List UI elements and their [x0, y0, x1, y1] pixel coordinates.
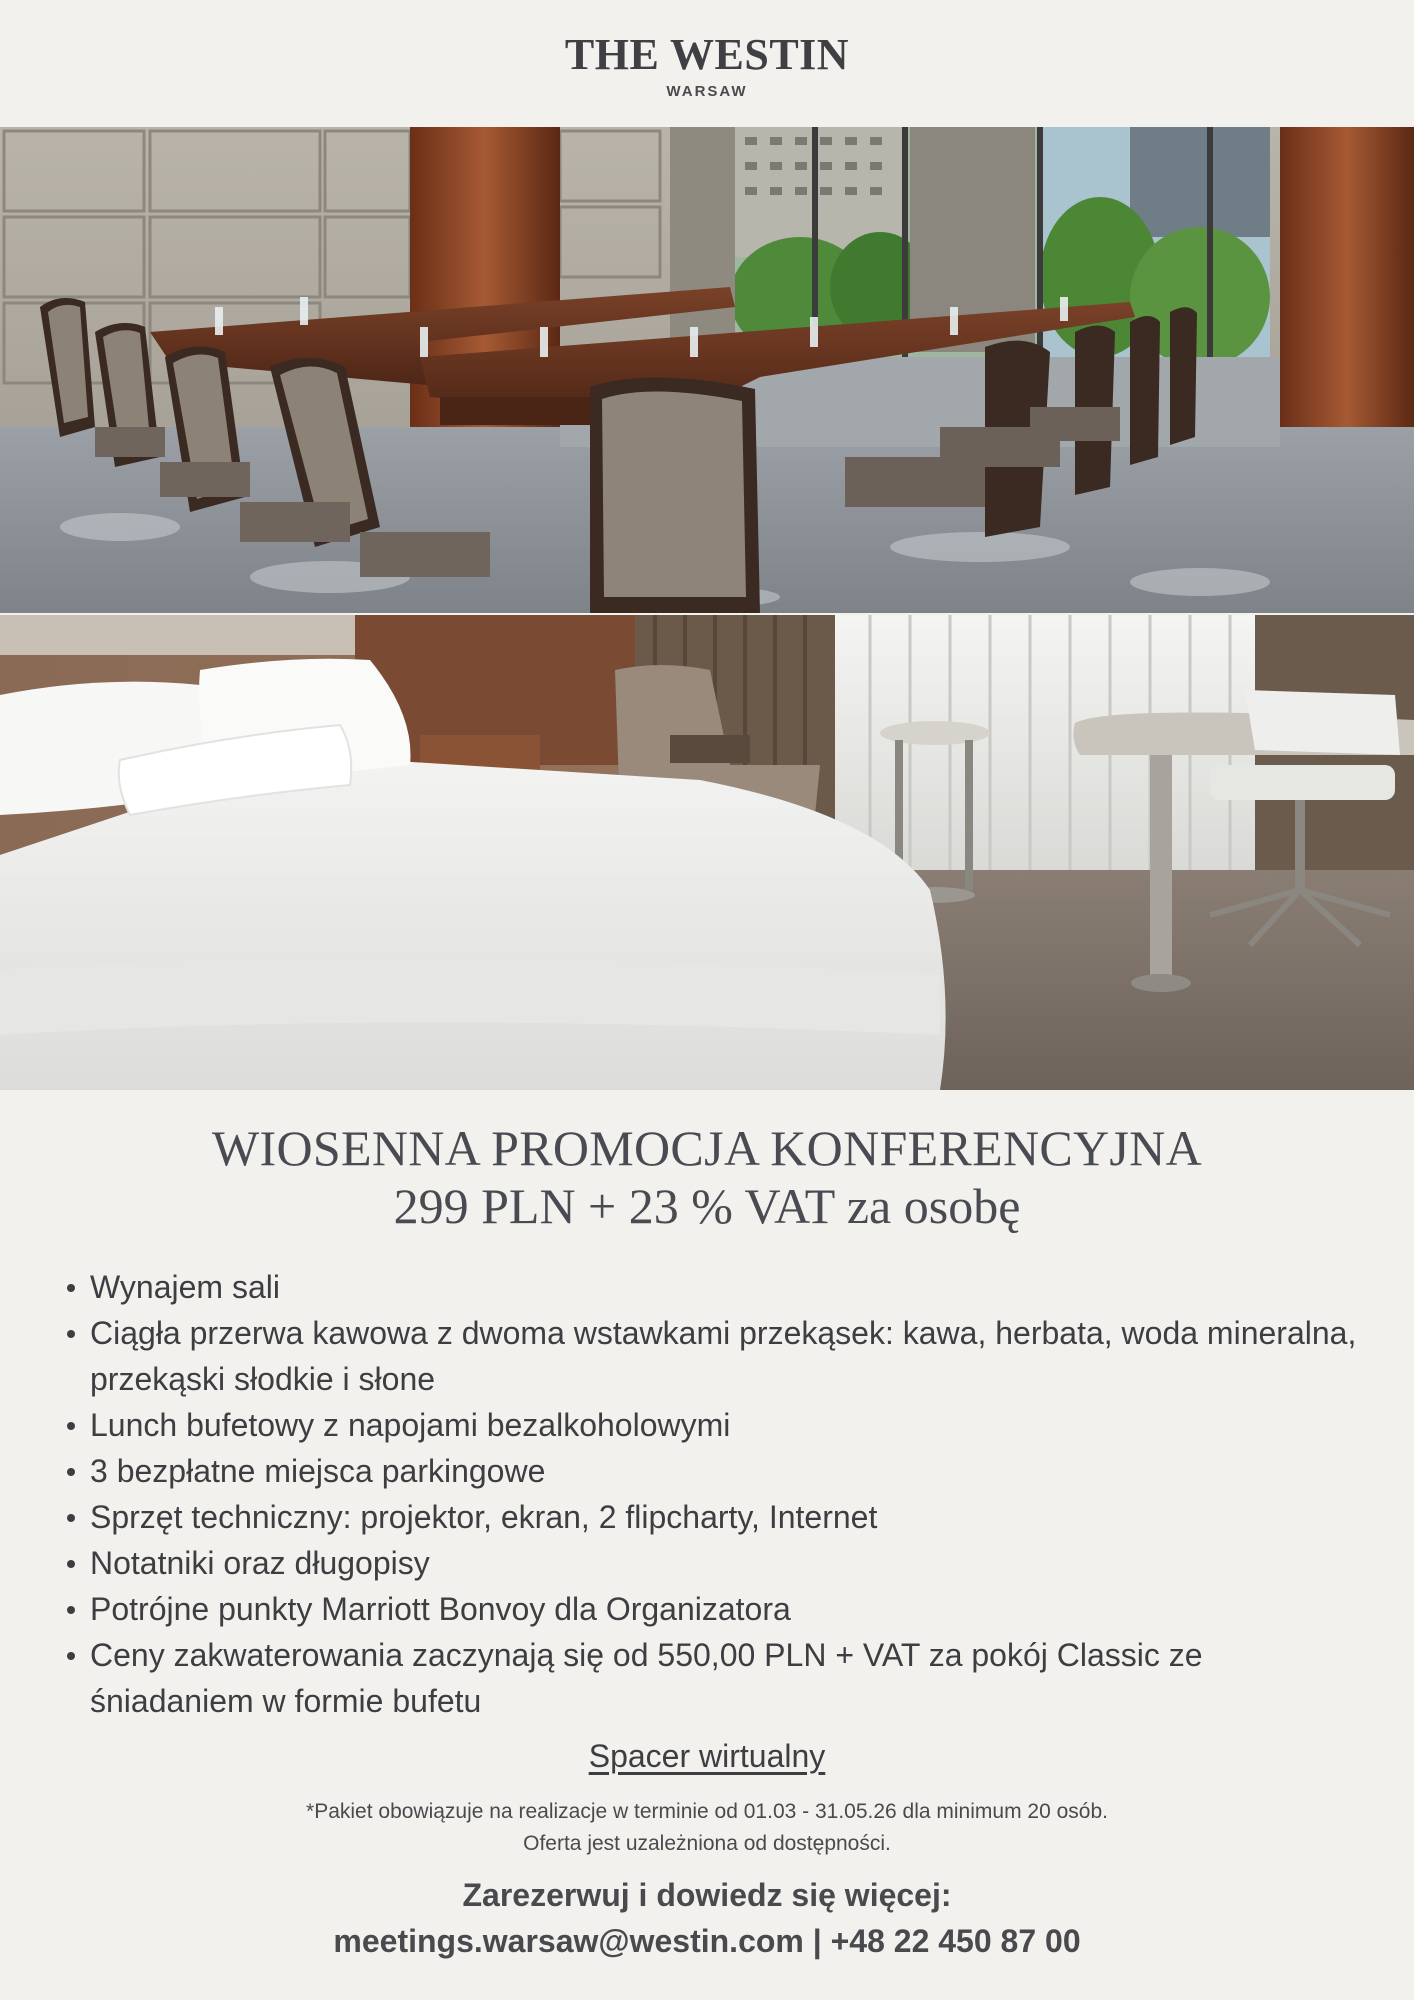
feature-text: Lunch bufetowy z napojami bezalkoholowymi: [90, 1407, 731, 1443]
promo-title: WIOSENNA PROMOCJA KONFERENCYJNA: [212, 1120, 1202, 1176]
bullet-icon: [67, 1652, 75, 1660]
list-item: [62, 1494, 1362, 1540]
feature-text: Wynajem sali: [90, 1269, 280, 1305]
feature-text: Sprzęt techniczny: projektor, ekran, 2 flipcharty, Internet: [90, 1499, 878, 1535]
bullet-icon: [67, 1284, 75, 1292]
contact-block: [0, 1872, 1414, 1964]
email-link[interactable]: meetings.warsaw@westin.com: [333, 1923, 804, 1959]
list-item: [62, 1632, 1362, 1724]
conference-room-photo: [0, 127, 1414, 613]
brand-logo: [0, 30, 1414, 100]
list-item: [62, 1264, 1362, 1310]
feature-text: Potrójne punkty Marriott Bonvoy dla Organizatora: [90, 1591, 791, 1627]
list-item: [62, 1310, 1362, 1402]
virtual-tour-link[interactable]: Spacer wirtualny: [588, 1738, 826, 1774]
list-item: [62, 1448, 1362, 1494]
footnote-line: Oferta jest uzależniona od dostępności.: [523, 1832, 891, 1855]
footnote-line: *Pakiet obowiązuje na realizacje w terminie od 01.03 - 31.05.26 dla minimum 20 osób.: [306, 1800, 1108, 1823]
bullet-icon: [67, 1422, 75, 1430]
contact-details: [0, 1918, 1414, 1964]
brand-city: WARSAW: [666, 83, 748, 100]
phone-link[interactable]: +48 22 450 87 00: [830, 1923, 1081, 1959]
bullet-icon: [67, 1330, 75, 1338]
promo-price: 299 PLN + 23 % VAT za osobę: [393, 1178, 1021, 1234]
list-item: [62, 1402, 1362, 1448]
feature-text: Ciągła przerwa kawowa z dwoma wstawkami przekąsek: kawa, herbata, woda mineralna, przekąski słodkie i słone: [90, 1315, 1357, 1397]
feature-text: 3 bezpłatne miejsca parkingowe: [90, 1453, 546, 1489]
feature-list: [62, 1264, 1362, 1724]
contact-cta: Zarezerwuj i dowiedz się więcej:: [462, 1877, 952, 1913]
contact-separator: |: [803, 1923, 831, 1959]
feature-text: Ceny zakwaterowania zaczynają się od 550,00 PLN + VAT za pokój Classic ze śniadaniem w formie bufetu: [90, 1637, 1203, 1719]
footnote: [0, 1796, 1414, 1860]
brand-name: THE WESTIN: [564, 30, 850, 79]
bullet-icon: [67, 1560, 75, 1568]
bullet-icon: [67, 1514, 75, 1522]
feature-text: Notatniki oraz długopisy: [90, 1545, 430, 1581]
list-item: [62, 1586, 1362, 1632]
bullet-icon: [67, 1606, 75, 1614]
guest-room-photo: [0, 615, 1414, 1090]
bullet-icon: [67, 1468, 75, 1476]
promo-headline: [0, 1120, 1414, 1236]
list-item: [62, 1540, 1362, 1586]
